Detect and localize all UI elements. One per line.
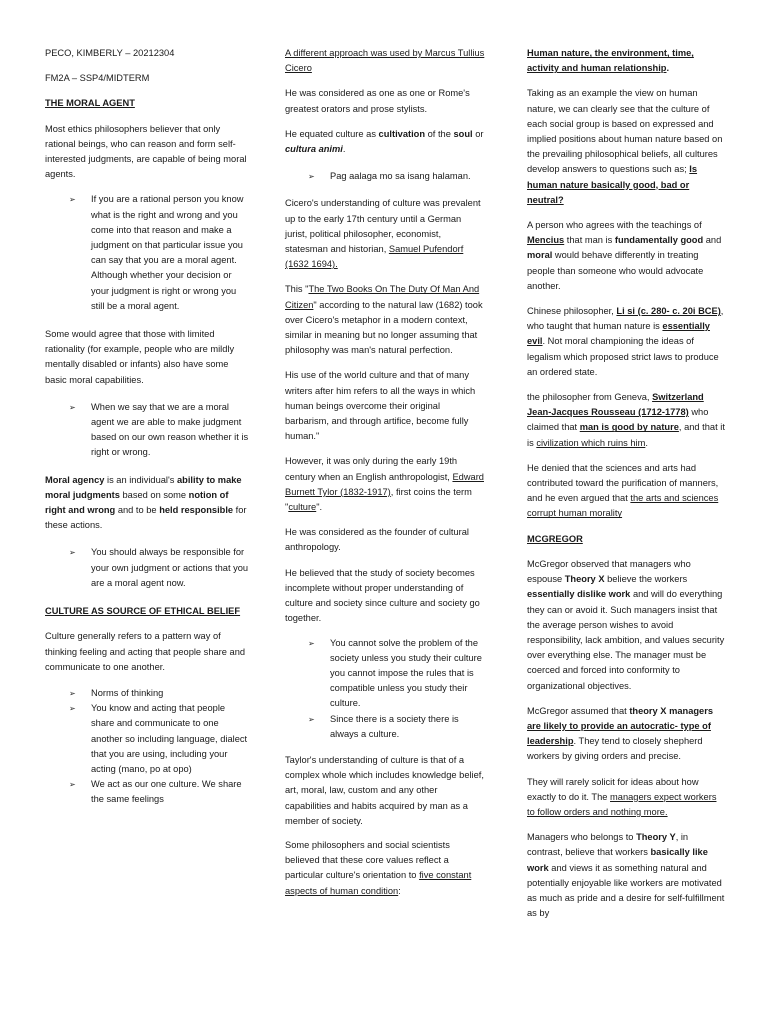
list-item: ➢ You cannot solve the problem of the society unless you study their culture you cannot impose the rules that is compatible unless you study their culture. bbox=[308, 637, 482, 709]
paragraph: Some philosophers and social scientists believed that these core values reflect a particular culture's orientation to five constant aspects of human condition: bbox=[285, 839, 472, 896]
paragraph: Culture generally refers to a pattern way of thinking feeling and acting that people share and communicate to one another. bbox=[45, 631, 246, 672]
list-item: ➢ If you are a rational person you know what is the right and wrong and you come into that reason and make a judgment on that particular issue you can say that you are a moral agent. Although whether your decision or your judgment is right or wrong you still be a moral agent. bbox=[69, 194, 244, 311]
paragraph: He believed that the study of society becomes incomplete without proper understanding of culture and society since culture and society go together. bbox=[285, 567, 480, 624]
bullet-list bbox=[285, 169, 485, 184]
paragraph: Managers who belongs to Theory Y, in contrast, believe that workers basically like work and views it as something natural and potentially enjoyable like workers are motivated as much as pride and a desire for self-fulfillment as by bbox=[527, 832, 725, 919]
paragraph: However, it was only during the early 19th century when an English anthropologist, Edward Burnett Tylor (1832-1917), first coins the term "culture". bbox=[285, 456, 484, 513]
list-item: ➢ When we say that we are a moral agent we are able to make judgment based on our own reason whether it is right or wrong. bbox=[69, 401, 249, 458]
paragraph: McGregor observed that managers who espouse Theory X believe the workers essentially dislike work and will do everything they can or avoid it. Such managers insist that the average person wishes to avoid responsibility, lack ambition, and values security over everything else. The manager must be coerced and forced into conformity to organizational objectives. bbox=[527, 558, 725, 691]
paragraph: Most ethics philosophers believer that only rational beings, who can reason and form self-interested judgments, are capable of being moral agents. bbox=[45, 123, 247, 180]
arrow-bullet-icon: ➢ bbox=[69, 548, 76, 558]
list-item: ➢ Since there is a society there is always a culture. bbox=[308, 713, 459, 739]
paragraph: His use of the world culture and that of many writers after him refers to all the ways in which human beings overcome their original barbarism, and through artifice, become fully human." bbox=[285, 370, 476, 442]
paragraph: Cicero's understanding of culture was prevalent up to the early 17th century until a German jurist, political philosopher, economist, statesman and historian, Samuel Pufendorf (1632 1694). bbox=[285, 198, 481, 270]
bullet-list bbox=[45, 686, 250, 808]
bullet-list bbox=[45, 192, 250, 314]
list-item: ➢ You should always be responsible for your own judgment or actions that you are a moral agent now. bbox=[69, 547, 249, 588]
arrow-bullet-icon: ➢ bbox=[69, 402, 76, 412]
paragraph-moral-agency: Moral agency is an individual's ability to make moral judgments based on some notion of right and wrong and to be held responsible for these actions. bbox=[45, 474, 247, 531]
list-item: ➢ We act as our one culture. We share the same feelings bbox=[69, 779, 242, 805]
arrow-bullet-icon: ➢ bbox=[308, 714, 315, 724]
paragraph: He equated culture as cultivation of the soul or cultura animi. bbox=[285, 128, 484, 155]
bullet-list bbox=[45, 545, 250, 591]
paragraph: He was considered as one as one or Rome's greatest orators and prose stylists. bbox=[285, 88, 470, 114]
list-item: ➢ You know and acting that people share and communicate to one another so including language, dialect that you are using, including your acting (mano, po at opo) bbox=[69, 703, 248, 774]
section-title-culture: CULTURE AS SOURCE OF ETHICAL BELIEF bbox=[45, 606, 241, 617]
paragraph: Taylor's understanding of culture is that of a complex whole which includes knowledge belief, art, moral, law, custom and any other capabilities and habits acquired by man as a member of society. bbox=[285, 754, 484, 826]
paragraph: They will rarely solicit for ideas about how exactly to do it. The managers expect workers to follow orders and nothing more. bbox=[527, 776, 717, 817]
arrow-bullet-icon: ➢ bbox=[69, 195, 76, 205]
paragraph: Some would agree that those with limited rationality (for example, people who are mildly mentally disabled or infants) also have some basic moral capabilities. bbox=[45, 329, 235, 385]
paragraph: He was considered as the founder of cultural anthropology. bbox=[285, 527, 469, 553]
column-right bbox=[527, 46, 725, 930]
bullet-list bbox=[285, 636, 485, 742]
paragraph: A different approach was used by Marcus Tullius Cicero bbox=[285, 48, 485, 74]
paragraph: Chinese philosopher, Li si (c. 280- c. 20i BCE), who taught that human nature is essentially evil. Not moral championing the ideas of legalism which proposed strict laws to produce an ordered state. bbox=[527, 306, 724, 377]
course-line: FM2A – SSP4/MIDTERM bbox=[45, 73, 150, 84]
paragraph: the philosopher from Geneva, Switzerland Jean-Jacques Rousseau (1712-1778) who claimed that man is good by nature, and that it is civilization which ruins him. bbox=[527, 392, 725, 448]
arrow-bullet-icon: ➢ bbox=[69, 780, 76, 790]
arrow-bullet-icon: ➢ bbox=[308, 172, 315, 182]
paragraph: A person who agrees with the teachings of Mencius that man is fundamentally good and moral would behave differently in treating people than someone who would advocate another. bbox=[527, 220, 722, 291]
list-item: ➢ Pag aalaga mo sa isang halaman. bbox=[285, 169, 485, 184]
student-name-line: PECO, KIMBERLY – 20212304 bbox=[45, 48, 175, 58]
arrow-bullet-icon: ➢ bbox=[308, 638, 315, 648]
section-title-human-nature: Human nature, the environment, time, activity and human relationship. bbox=[527, 48, 694, 74]
section-title-mcgregor: MCGREGOR bbox=[527, 533, 583, 544]
section-title-moral-agent: THE MORAL AGENT bbox=[45, 98, 135, 109]
paragraph: He denied that the sciences and arts had contributed toward the purification of manners, and he even argued that the arts and sciences corrupt human morality bbox=[527, 462, 719, 519]
column-middle bbox=[285, 46, 485, 908]
column-left bbox=[45, 46, 250, 819]
arrow-bullet-icon: ➢ bbox=[69, 704, 76, 714]
paragraph: Taking as an example the view on human nature, we can clearly see that the culture of each social group is based on expressed and implied positions about human nature based on the prevailing philosophical beliefs, all cultures develop answers to questions such as; Is human nature basically good, bad or neutral? bbox=[527, 88, 723, 205]
bullet-list bbox=[45, 400, 250, 461]
list-item: ➢ Norms of thinking bbox=[45, 686, 250, 701]
paragraph: McGregor assumed that theory X managers are likely to provide an autocratic- type of leadership. They tend to closely shepherd workers by giving orders and precise. bbox=[527, 705, 714, 762]
paragraph: This "The Two Books On The Duty Of Man And Citizen" according to the natural law (1682) took over Cicero's metaphor in a modern context, similar in meaning but no longer assuming that philosophy was man's natural perfection. bbox=[285, 284, 483, 356]
arrow-bullet-icon: ➢ bbox=[69, 688, 76, 698]
